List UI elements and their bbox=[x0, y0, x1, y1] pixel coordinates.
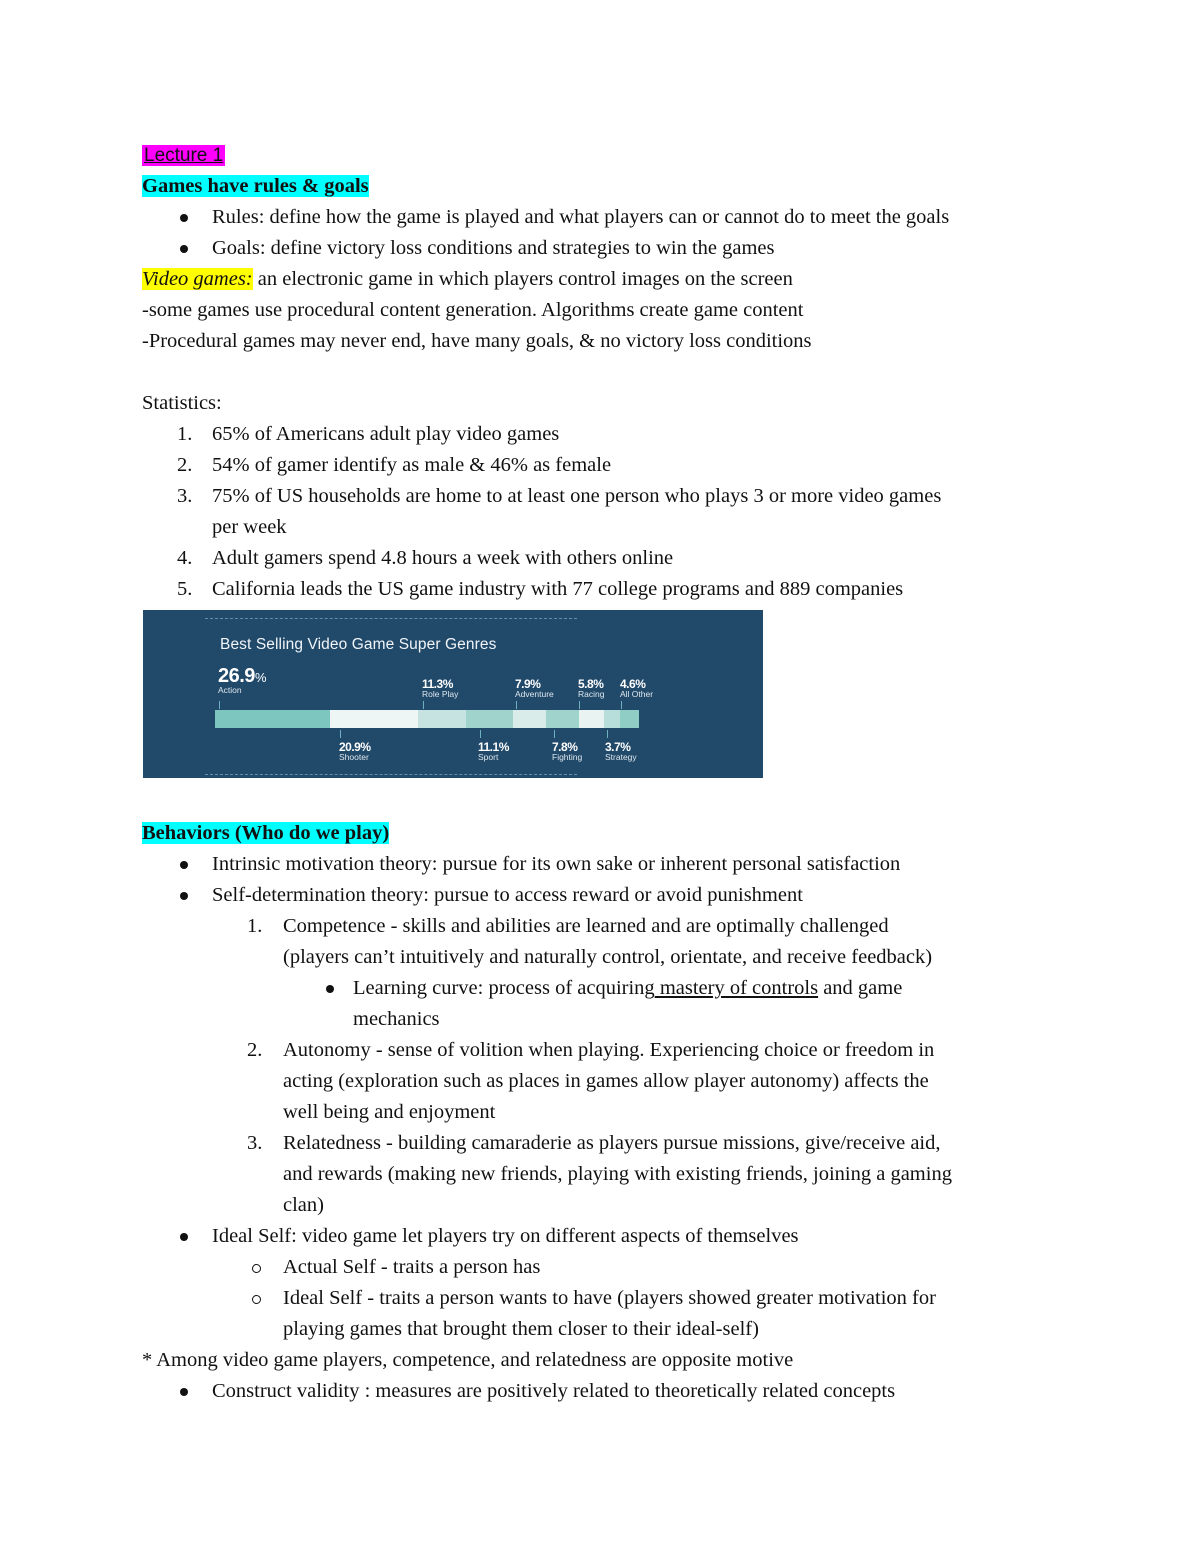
list-number: 5. bbox=[177, 578, 193, 600]
chart-value: 26.9 bbox=[218, 665, 255, 687]
bullet-icon bbox=[180, 245, 188, 253]
stat-text: 54% of gamer identify as male & 46% as female bbox=[212, 454, 612, 476]
sdt-item bbox=[142, 911, 1072, 942]
self-item bbox=[142, 1252, 1072, 1283]
bullet-text: Intrinsic motivation theory: pursue for its own sake or inherent personal satisfaction bbox=[212, 853, 901, 875]
bar-segment-role-play bbox=[418, 710, 466, 728]
self-item bbox=[142, 1283, 1072, 1314]
note-line: -Procedural games may never end, have many goals, & no victory loss conditions bbox=[142, 330, 812, 352]
percent-sign: % bbox=[254, 670, 266, 685]
chart-value: 5.8 bbox=[578, 677, 594, 691]
chart-stacked-bar bbox=[215, 710, 639, 728]
bullet-icon bbox=[180, 1233, 188, 1241]
section-heading-line bbox=[142, 171, 1072, 202]
bar-segment-sport bbox=[466, 710, 513, 728]
bullet-item bbox=[142, 1376, 1072, 1407]
stat-item bbox=[142, 574, 1072, 605]
chart-value: 7.8 bbox=[552, 740, 568, 754]
chart-label-sport bbox=[478, 741, 509, 762]
chart-label-all-other bbox=[620, 678, 653, 699]
chart-category: Strategy bbox=[605, 752, 637, 762]
bullet-icon bbox=[180, 214, 188, 222]
genre-sales-chart bbox=[143, 610, 763, 778]
list-number: 3. bbox=[177, 485, 193, 507]
stat-text: California leads the US game industry with 77 college programs and 889 companies bbox=[212, 578, 904, 600]
document-page bbox=[142, 140, 1072, 605]
bullet-text: Construct validity : measures are positively related to theoretically related concepts bbox=[212, 1380, 896, 1402]
list-number: 1. bbox=[247, 915, 263, 937]
bar-segment-fighting bbox=[546, 710, 579, 728]
chart-tick bbox=[579, 701, 580, 709]
bullet-item bbox=[142, 1221, 1072, 1252]
sdt-text: clan) bbox=[283, 1194, 324, 1216]
bullet-icon bbox=[180, 892, 188, 900]
chart-label-strategy bbox=[605, 741, 637, 762]
bullet-icon bbox=[326, 985, 334, 993]
self-text: Actual Self - traits a person has bbox=[283, 1256, 541, 1278]
chart-label-adventure bbox=[515, 678, 554, 699]
percent-sign: % bbox=[567, 740, 578, 754]
chart-title: Best Selling Video Game Super Genres bbox=[220, 636, 497, 653]
sdt-item-continued bbox=[142, 942, 1072, 973]
percent-sign: % bbox=[360, 740, 371, 754]
list-number: 1. bbox=[177, 423, 193, 445]
percent-sign: % bbox=[593, 677, 604, 691]
chart-category: Sport bbox=[478, 752, 499, 762]
bullet-text: Rules: define how the game is played and what players can or cannot do to meet the goals bbox=[212, 206, 950, 228]
stat-item bbox=[142, 450, 1072, 481]
stat-text: 75% of US households are home to at least one person who plays 3 or more video games bbox=[212, 485, 942, 507]
video-games-term: Video games: bbox=[142, 268, 253, 290]
chart-tick bbox=[621, 701, 622, 709]
self-text: playing games that brought them closer to their ideal-self) bbox=[283, 1318, 759, 1340]
chart-tick bbox=[607, 730, 608, 738]
learning-curve-text bbox=[353, 973, 902, 1004]
learning-curve-underlined: mastery of controls bbox=[654, 977, 819, 999]
sdt-item-continued bbox=[142, 1097, 1072, 1128]
bar-segment-adventure bbox=[513, 710, 546, 728]
stat-item-continued bbox=[142, 512, 1072, 543]
percent-sign: % bbox=[442, 677, 453, 691]
learning-curve-post: and game bbox=[818, 977, 903, 999]
chart-label-role-play bbox=[422, 678, 458, 699]
bullet-item bbox=[142, 233, 1072, 264]
learning-curve-continued bbox=[142, 1004, 1072, 1035]
bar-segment-all-other bbox=[620, 710, 639, 728]
self-item-continued bbox=[142, 1314, 1072, 1345]
sdt-text: well being and enjoyment bbox=[283, 1101, 496, 1123]
section-heading-line bbox=[142, 818, 1072, 849]
chart-category: Racing bbox=[578, 689, 605, 699]
sdt-item-continued bbox=[142, 1066, 1072, 1097]
learning-curve-text: mechanics bbox=[353, 1008, 440, 1030]
chart-category: Action bbox=[218, 685, 242, 695]
chart-label-shooter bbox=[339, 741, 371, 762]
bullet-item bbox=[142, 880, 1072, 911]
stat-text: Adult gamers spend 4.8 hours a week with others online bbox=[212, 547, 674, 569]
chart-category: Fighting bbox=[552, 752, 583, 762]
lecture-title: Lecture 1 bbox=[144, 145, 224, 166]
bar-segment-racing bbox=[579, 710, 604, 728]
lecture-title-line bbox=[142, 140, 1072, 171]
chart-tick bbox=[219, 701, 220, 709]
behaviors-section bbox=[142, 818, 1072, 1407]
bullet-text: Ideal Self: video game let players try on different aspects of themselves bbox=[212, 1225, 799, 1247]
bullet-text: Self-determination theory: pursue to access reward or avoid punishment bbox=[212, 884, 803, 906]
note-line: * Among video game players, competence, and relatedness are opposite motive bbox=[142, 1349, 794, 1371]
learning-curve-pre: Learning curve: process of acquiring bbox=[353, 977, 655, 999]
sdt-item-continued bbox=[142, 1159, 1072, 1190]
sdt-item bbox=[142, 1035, 1072, 1066]
chart-tick bbox=[423, 701, 424, 709]
sdt-item bbox=[142, 1128, 1072, 1159]
list-number: 2. bbox=[247, 1039, 263, 1061]
chart-label-fighting bbox=[552, 741, 582, 762]
chart-tick bbox=[516, 701, 517, 709]
bar-segment-strategy bbox=[604, 710, 620, 728]
bullet-icon bbox=[180, 861, 188, 869]
bullet-icon bbox=[180, 1388, 188, 1396]
chart-divider-top bbox=[205, 618, 577, 619]
stat-text: 65% of Americans adult play video games bbox=[212, 423, 560, 445]
percent-sign: % bbox=[498, 740, 509, 754]
bullet-item bbox=[142, 202, 1072, 233]
sdt-text: Relatedness - building camaraderie as players pursue missions, give/receive aid, bbox=[283, 1132, 941, 1154]
hollow-bullet-icon bbox=[252, 1295, 261, 1304]
self-text: Ideal Self - traits a person wants to have (players showed greater motivation for bbox=[283, 1287, 936, 1309]
chart-divider-bottom bbox=[205, 774, 577, 775]
sdt-item-continued bbox=[142, 1190, 1072, 1221]
bullet-text: Goals: define victory loss conditions and strategies to win the games bbox=[212, 237, 775, 259]
learning-curve-item bbox=[142, 973, 1072, 1004]
chart-value: 7.9 bbox=[515, 677, 531, 691]
list-number: 4. bbox=[177, 547, 193, 569]
chart-value: 4.6 bbox=[620, 677, 636, 691]
stat-item bbox=[142, 543, 1072, 574]
bar-segment-action bbox=[215, 710, 330, 728]
bar-segment-shooter bbox=[330, 710, 418, 728]
bullet-item bbox=[142, 849, 1072, 880]
percent-sign: % bbox=[530, 677, 541, 691]
video-games-definition bbox=[142, 264, 1072, 295]
chart-label-action bbox=[218, 666, 266, 695]
chart-category: Adventure bbox=[515, 689, 554, 699]
sdt-text: Competence - skills and abilities are learned and are optimally challenged bbox=[283, 915, 889, 937]
list-number: 2. bbox=[177, 454, 193, 476]
chart-category: All Other bbox=[620, 689, 654, 699]
sdt-text: and rewards (making new friends, playing with existing friends, joining a gaming bbox=[283, 1163, 952, 1185]
stat-item bbox=[142, 419, 1072, 450]
note-line: -some games use procedural content generation. Algorithms create game content bbox=[142, 299, 804, 321]
section-heading-rules-goals: Games have rules & goals bbox=[142, 175, 369, 197]
list-number: 3. bbox=[247, 1132, 263, 1154]
chart-value: 3.7 bbox=[605, 740, 621, 754]
statistics-label: Statistics: bbox=[142, 392, 222, 414]
chart-value: 11.3 bbox=[422, 677, 443, 691]
percent-sign: % bbox=[620, 740, 631, 754]
chart-category: Shooter bbox=[339, 752, 369, 762]
chart-tick bbox=[554, 730, 555, 738]
stat-text: per week bbox=[212, 516, 287, 538]
chart-value: 11.1 bbox=[478, 740, 499, 754]
sdt-text: (players can’t intuitively and naturally control, orientate, and receive feedback) bbox=[283, 946, 933, 968]
percent-sign: % bbox=[635, 677, 646, 691]
sdt-text: Autonomy - sense of volition when playing. Experiencing choice or freedom in bbox=[283, 1039, 935, 1061]
sdt-text: acting (exploration such as places in games allow player autonomy) affects the bbox=[283, 1070, 929, 1092]
section-heading-behaviors: Behaviors (Who do we play) bbox=[142, 822, 390, 844]
chart-tick bbox=[480, 730, 481, 738]
stat-item bbox=[142, 481, 1072, 512]
chart-value: 20.9 bbox=[339, 740, 361, 754]
hollow-bullet-icon bbox=[252, 1264, 261, 1273]
chart-category: Role Play bbox=[422, 689, 459, 699]
chart-tick bbox=[340, 730, 341, 738]
video-games-definition-text: an electronic game in which players control images on the screen bbox=[252, 268, 793, 290]
chart-label-racing bbox=[578, 678, 604, 699]
